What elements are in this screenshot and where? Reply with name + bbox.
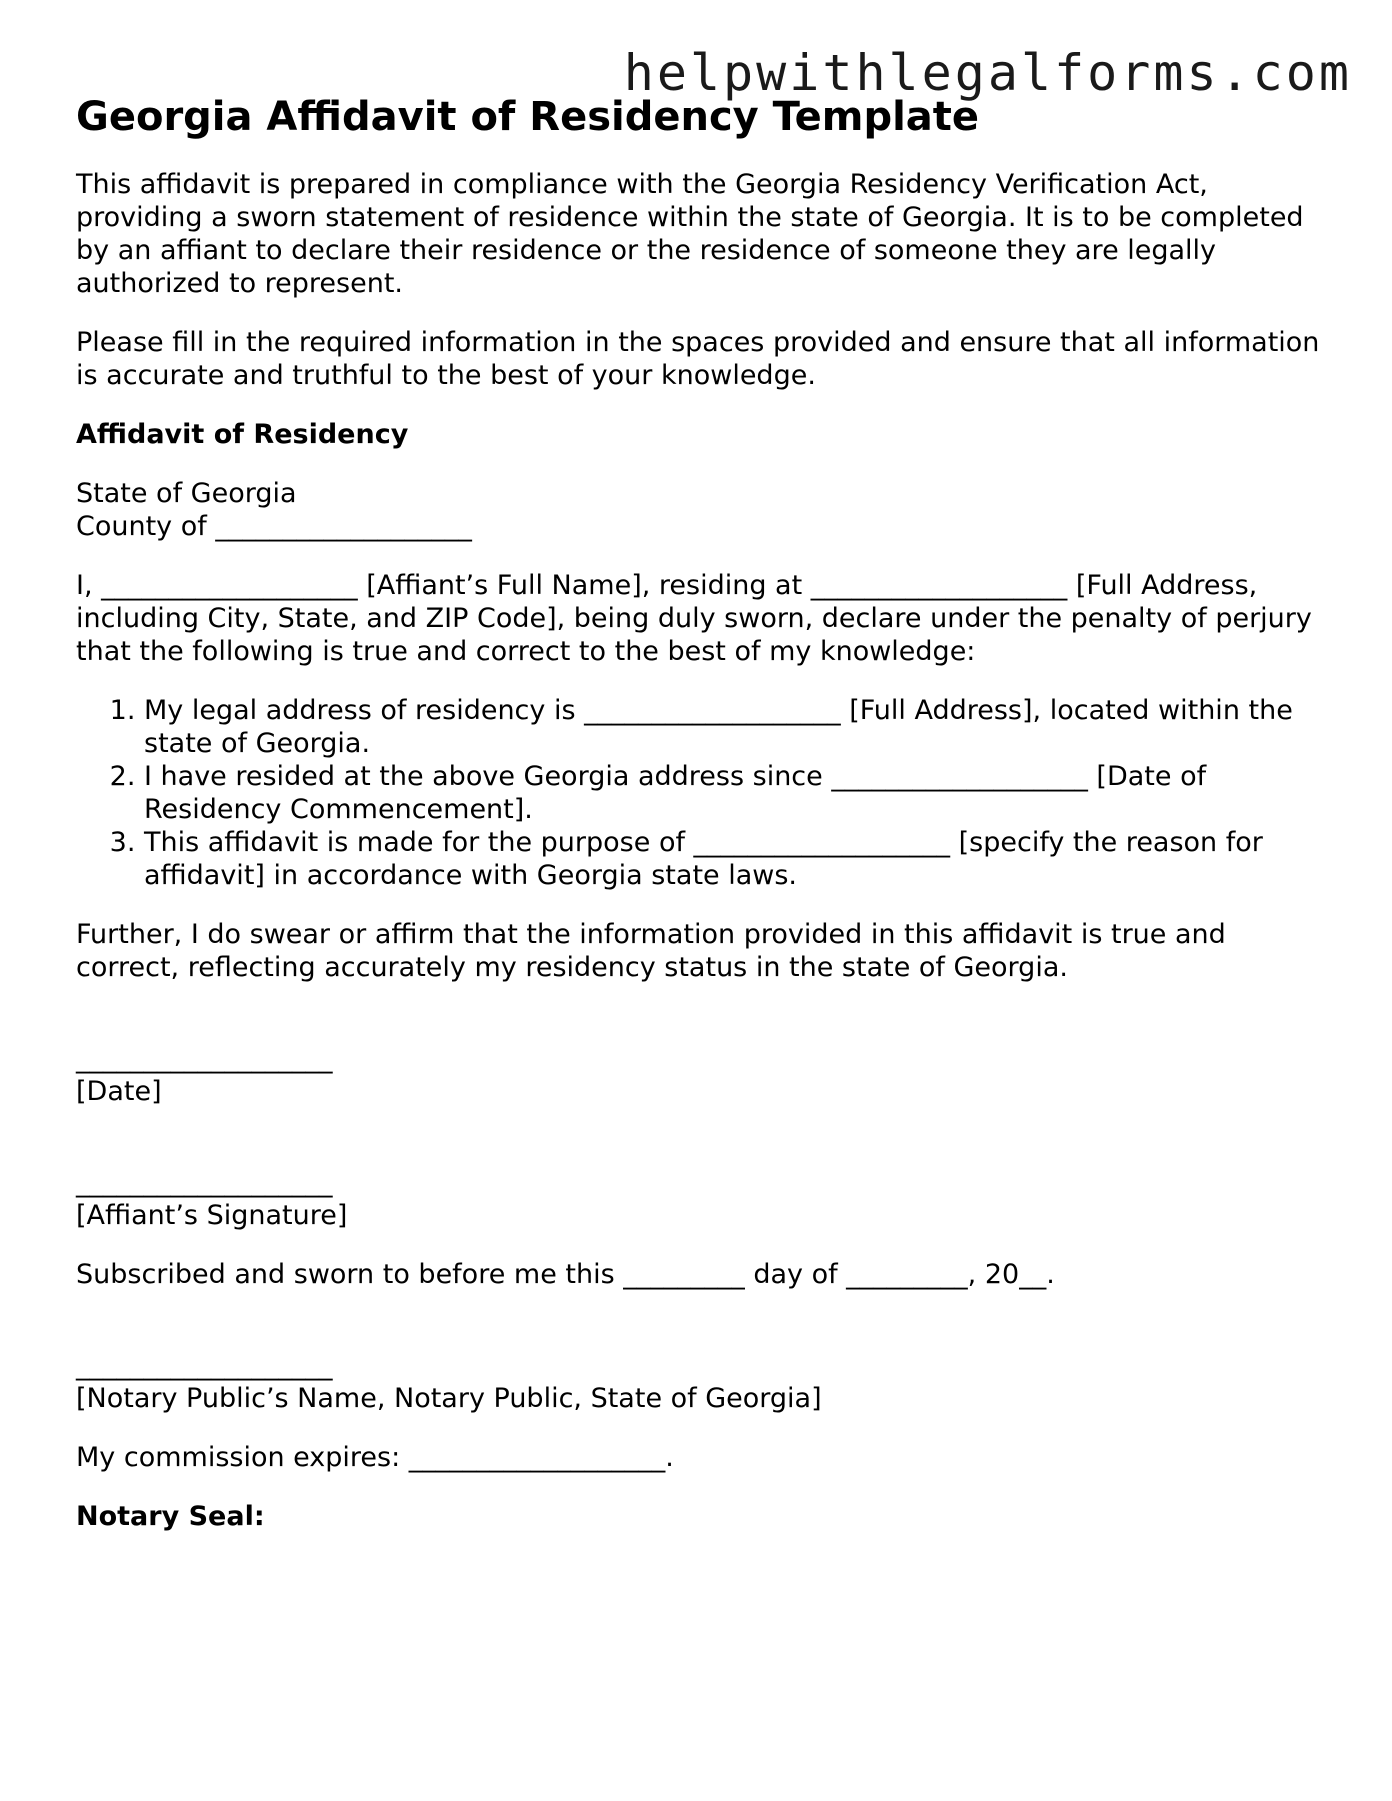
signature-line: ___________________: [76, 1167, 333, 1198]
list-item: 1. My legal address of residency is ___________________ [Full Address], located within the state of Georgia.: [144, 694, 1321, 760]
venue-state: State of Georgia: [76, 478, 297, 509]
subscribed-statement: Subscribed and sworn to before me this _________ day of _________, 20__.: [76, 1259, 1055, 1290]
venue-block: [76, 477, 1321, 543]
intro-paragraph-1: This affidavit is prepared in compliance with the Georgia Residency Verification Act, providing a sworn statement of residence within the state of Georgia. It is to be completed by an affiant to declare their residence or the residence of someone they are legally authorized to represent.: [76, 169, 1304, 299]
signature-label: [Affiant’s Signature]: [76, 1200, 348, 1231]
declaration-list: [76, 694, 1321, 892]
notary-label: [Notary Public’s Name, Notary Public, State of Georgia]: [76, 1383, 822, 1414]
affirmation-paragraph: Further, I do swear or affirm that the information provided in this affidavit is true and correct, reflecting accurately my residency status in the state of Georgia.: [76, 919, 1226, 983]
commission-expires: My commission expires: ___________________.: [76, 1442, 674, 1473]
list-item: 3. This affidavit is made for the purpose of ___________________ [specify the reason for affidavit] in accordance with Georgia state laws.: [144, 826, 1321, 892]
notary-seal-label: Notary Seal:: [76, 1501, 265, 1532]
venue-county: County of ___________________: [76, 511, 472, 542]
list-item: 2. I have resided at the above Georgia address since ___________________ [Date of Residency Commencement].: [144, 760, 1321, 826]
date-line: ___________________: [76, 1043, 333, 1074]
notary-line: ___________________: [76, 1350, 333, 1381]
notary-block: [76, 1349, 1321, 1415]
section-heading: Affidavit of Residency: [76, 419, 409, 450]
date-block: [76, 1042, 1321, 1108]
date-label: [Date]: [76, 1076, 162, 1107]
site-watermark: helpwithlegalforms.com: [623, 44, 1352, 102]
intro-paragraph-2: Please fill in the required information in the spaces provided and ensure that all information is accurate and truthful to the best of your knowledge.: [76, 327, 1320, 391]
declaration-paragraph: I, ___________________ [Affiant’s Full Name], residing at ___________________ [Full Address, including City, State, and ZIP Code], being duly sworn, declare under the penalty of perjury that the following is true and correct to the best of my knowledge:: [76, 570, 1312, 667]
document-page: [76, 92, 1321, 1559]
document-title: Georgia Affidavit of Residency Template: [76, 94, 980, 140]
signature-block: [76, 1166, 1321, 1232]
